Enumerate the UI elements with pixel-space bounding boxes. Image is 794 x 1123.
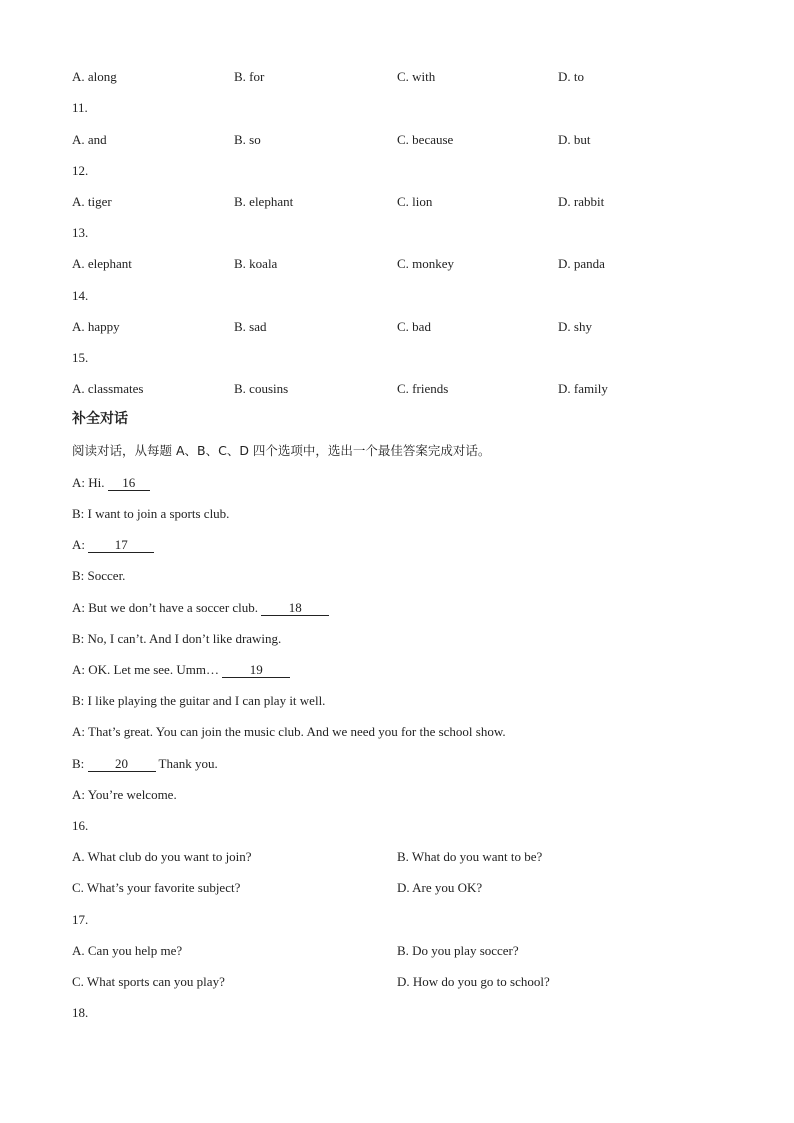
section-heading: 补全对话 [72,411,128,427]
q14-option-a: A. happy [72,319,120,334]
answer-blank: 20 [88,757,156,772]
q16-option-b: B. What do you want to be? [397,849,543,864]
q13-option-c: C. monkey [397,256,455,271]
answer-blank: 19 [222,663,290,678]
dialogue-line [72,506,229,522]
answer-blank: 18 [261,601,329,616]
q12-number: 12. [72,163,89,178]
q15-option-d: D. family [558,381,608,396]
answer-blank: 16 [108,476,150,491]
answer-blank: 17 [88,538,154,553]
q12-option-b: B. elephant [234,194,294,209]
q16-option-c: C. What’s your favorite subject? [72,880,241,895]
q15-option-c: C. friends [397,381,449,396]
dialogue-speaker-text: B: No, I can’t. And I don’t like drawing. [72,631,282,646]
q17-option-b: B. Do you play soccer? [397,943,519,958]
dialogue-speaker-text: A: OK. Let me see. Umm… [72,662,223,677]
q16-option-d: D. Are you OK? [397,880,483,895]
q17-number: 17. [72,912,89,927]
q16-option-a: A. What club do you want to join? [72,849,252,864]
q12-option-c: C. lion [397,194,433,209]
dialogue-line [72,600,329,616]
q16-number: 16. [72,818,89,833]
q17-option-a: A. Can you help me? [72,943,183,958]
q13-number: 13. [72,225,89,240]
q12-option-d: D. rabbit [558,194,605,209]
q11-option-d: D. but [558,132,591,147]
q10-option-c: C. with [397,69,436,84]
dialogue-speaker-text: A: [72,537,89,552]
q13-option-a: A. elephant [72,256,132,271]
q17-option-d: D. How do you go to school? [397,974,550,989]
q14-option-c: C. bad [397,319,431,334]
dialogue-speaker-text: B: I like playing the guitar and I can play it well. [72,693,326,708]
dialogue-speaker-text: A: Hi. [72,475,108,490]
q14-option-d: D. shy [558,319,592,334]
q10-option-a: A. along [72,69,117,84]
q11-number: 11. [72,100,88,115]
dialogue-speaker-text: A: You’re welcome. [72,787,177,802]
q14-option-b: B. sad [234,319,267,334]
q14-number: 14. [72,288,89,303]
dialogue-speaker-text: A: But we don’t have a soccer club. [72,600,262,615]
q12-option-a: A. tiger [72,194,112,209]
dialogue-line [72,475,150,491]
dialogue-line [72,756,218,772]
dialogue-line [72,724,506,740]
q11-option-c: C. because [397,132,454,147]
dialogue-line [72,568,125,584]
dialogue-line [72,693,325,709]
q10-option-b: B. for [234,69,265,84]
dialogue-line [72,787,177,803]
q17-option-c: C. What sports can you play? [72,974,225,989]
section-instruction: 阅读对话，从每题 A、B、C、D 四个选项中，选出一个最佳答案完成对话。 [72,443,491,458]
q13-option-d: D. panda [558,256,605,271]
q15-option-a: A. classmates [72,381,144,396]
dialogue-speaker-text: B: Soccer. [72,568,126,583]
dialogue-speaker-text: B: [72,756,88,771]
dialogue-line [72,537,154,553]
dialogue-line [72,662,290,678]
dialogue-after-blank: Thank you. [155,756,218,771]
q10-option-d: D. to [558,69,584,84]
q15-number: 15. [72,350,89,365]
q13-option-b: B. koala [234,256,278,271]
dialogue-line [72,631,281,647]
q15-option-b: B. cousins [234,381,289,396]
q11-option-a: A. and [72,132,107,147]
dialogue-speaker-text: A: That’s great. You can join the music club. And we need you for the school show. [72,724,506,739]
q18-number: 18. [72,1005,89,1020]
q11-option-b: B. so [234,132,261,147]
dialogue-speaker-text: B: I want to join a sports club. [72,506,230,521]
